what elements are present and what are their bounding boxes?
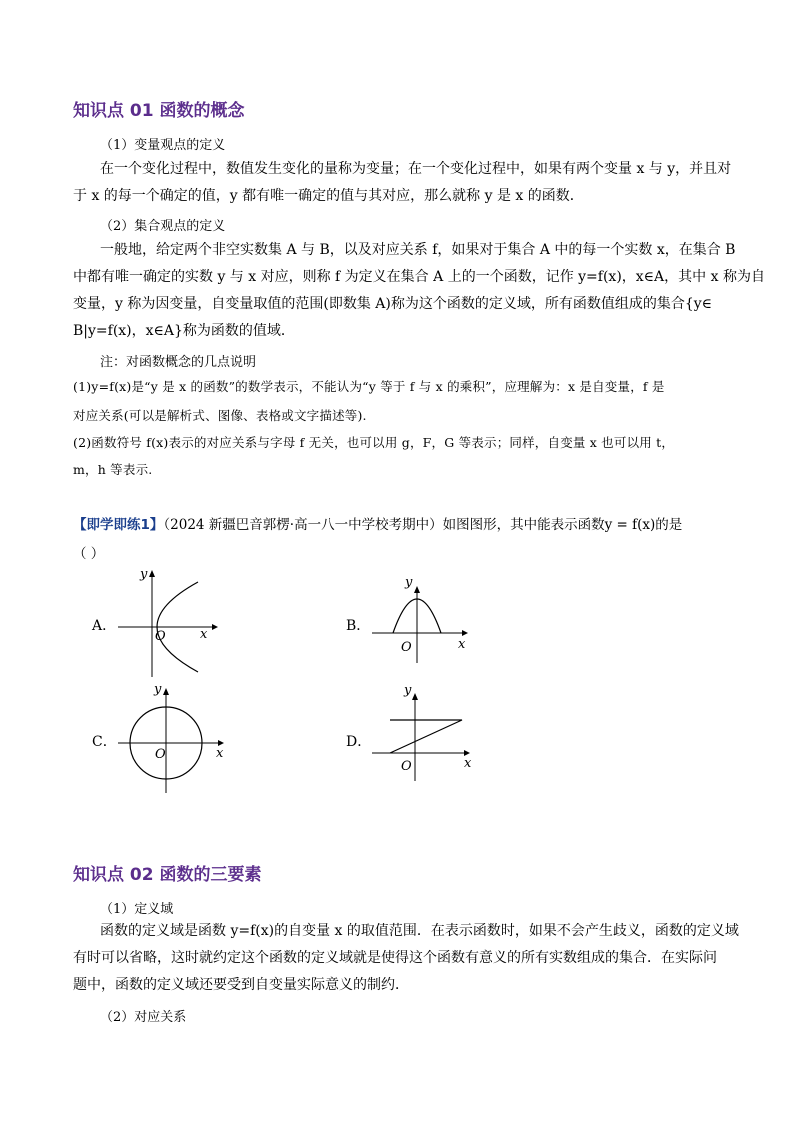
origin-label: O xyxy=(155,629,166,644)
option-d-graph xyxy=(372,683,476,783)
paragraph-line: 一般地，给定两个非空实数集 A 与 B，以及对应关系 f，如果对于集合 A 中的每一个实数 x，在集合 B xyxy=(100,242,736,258)
option-a-label[interactable]: A． xyxy=(92,618,117,634)
option-a-graph xyxy=(118,565,218,677)
exercise-label: 【即学即练1】 xyxy=(73,517,164,533)
paragraph-line: 函数的定义域是函数 y=f(x)的自变量 x 的取值范围．在表示函数时，如果不会产生歧义，函数的定义域 xyxy=(100,923,739,939)
x-axis-arrow xyxy=(462,630,468,636)
paragraph-line: 题中，函数的定义域还要受到自变量实际意义的制约． xyxy=(73,977,409,993)
y-axis-label: y xyxy=(154,683,162,697)
note-title: 注：对函数概念的几点说明 xyxy=(100,355,257,370)
subheading-variable-definition: （1）变量观点的定义 xyxy=(100,138,226,153)
paragraph-line: B|y=f(x)，x∈A}称为函数的值域． xyxy=(73,323,295,339)
option-d-label[interactable]: D． xyxy=(346,734,372,750)
origin-label: O xyxy=(401,640,412,655)
paragraph-line: 于 x 的每一个确定的值，y 都有唯一确定的值与其对应，那么就称 y 是 x 的函数． xyxy=(73,188,584,204)
y-axis-arrow xyxy=(412,693,418,700)
exercise-text: （2024 新疆巴音郭楞·高一八一中学校考期中）如图图形，其中能表示函数y = f(x)的是 xyxy=(163,517,683,533)
subheading-domain: （1）定义域 xyxy=(100,902,174,917)
x-axis-label: x xyxy=(464,756,472,771)
origin-label: O xyxy=(155,747,166,762)
answer-parentheses: （ ） xyxy=(73,546,105,562)
section-heading-1: 知识点 01 函数的概念 xyxy=(73,101,245,121)
y-axis-arrow xyxy=(163,688,169,695)
paragraph-line: 中都有唯一确定的实数 y 与 x 对应，则称 f 为定义在集合 A 上的一个函数，记作 y=f(x)，x∈A，其中 x 称为自 xyxy=(73,269,765,285)
origin-label: O xyxy=(401,759,412,774)
y-axis-label: y xyxy=(405,575,413,590)
note-line: (2)函数符号 f(x)表示的对应关系与字母 f 无关，也可以用 g，F，G 等表示；同样，自变量 x 也可以用 t， xyxy=(73,435,675,450)
x-axis-label: x xyxy=(200,627,208,642)
y-axis-label: y xyxy=(140,567,148,582)
y-axis-label: y xyxy=(404,683,412,698)
y-axis-arrow xyxy=(414,586,420,593)
section-heading-2: 知识点 02 函数的三要素 xyxy=(73,865,262,885)
subheading-correspondence: （2）对应关系 xyxy=(100,1010,187,1025)
x-axis-arrow xyxy=(212,624,218,630)
option-b-label[interactable]: B． xyxy=(346,618,371,634)
z-shaped-curve xyxy=(390,720,462,753)
note-line: 对应关系(可以是解析式、图像、表格或文字描述等). xyxy=(73,408,367,423)
x-axis-label: x xyxy=(216,746,224,761)
y-axis-arrow xyxy=(149,570,155,577)
x-axis-label: x xyxy=(458,637,466,652)
option-c-graph xyxy=(118,683,230,793)
option-b-graph xyxy=(372,573,472,665)
subheading-set-definition: （2）集合观点的定义 xyxy=(100,219,226,234)
paragraph-line: 变量，y 称为因变量，自变量取值的范围(即数集 A)称为这个函数的定义域，所有函数值组成的集合{y∈ xyxy=(73,296,713,312)
option-c-label[interactable]: C． xyxy=(92,734,117,750)
paragraph-line: 有时可以省略，这时就约定这个函数的定义域就是使得这个函数有意义的所有实数组成的集合．在实际问 xyxy=(73,950,717,966)
exercise-prompt xyxy=(73,513,682,533)
paragraph-line: 在一个变化过程中，数值发生变化的量称为变量；在一个变化过程中，如果有两个变量 x 与 y，并且对 xyxy=(100,161,732,177)
note-line: (1)y=f(x)是“y 是 x 的函数”的数学表示，不能认为“y 等于 f 与 x 的乘积”，应理解为：x 是自变量，f 是 xyxy=(73,379,665,394)
note-line: m，h 等表示. xyxy=(73,462,153,477)
